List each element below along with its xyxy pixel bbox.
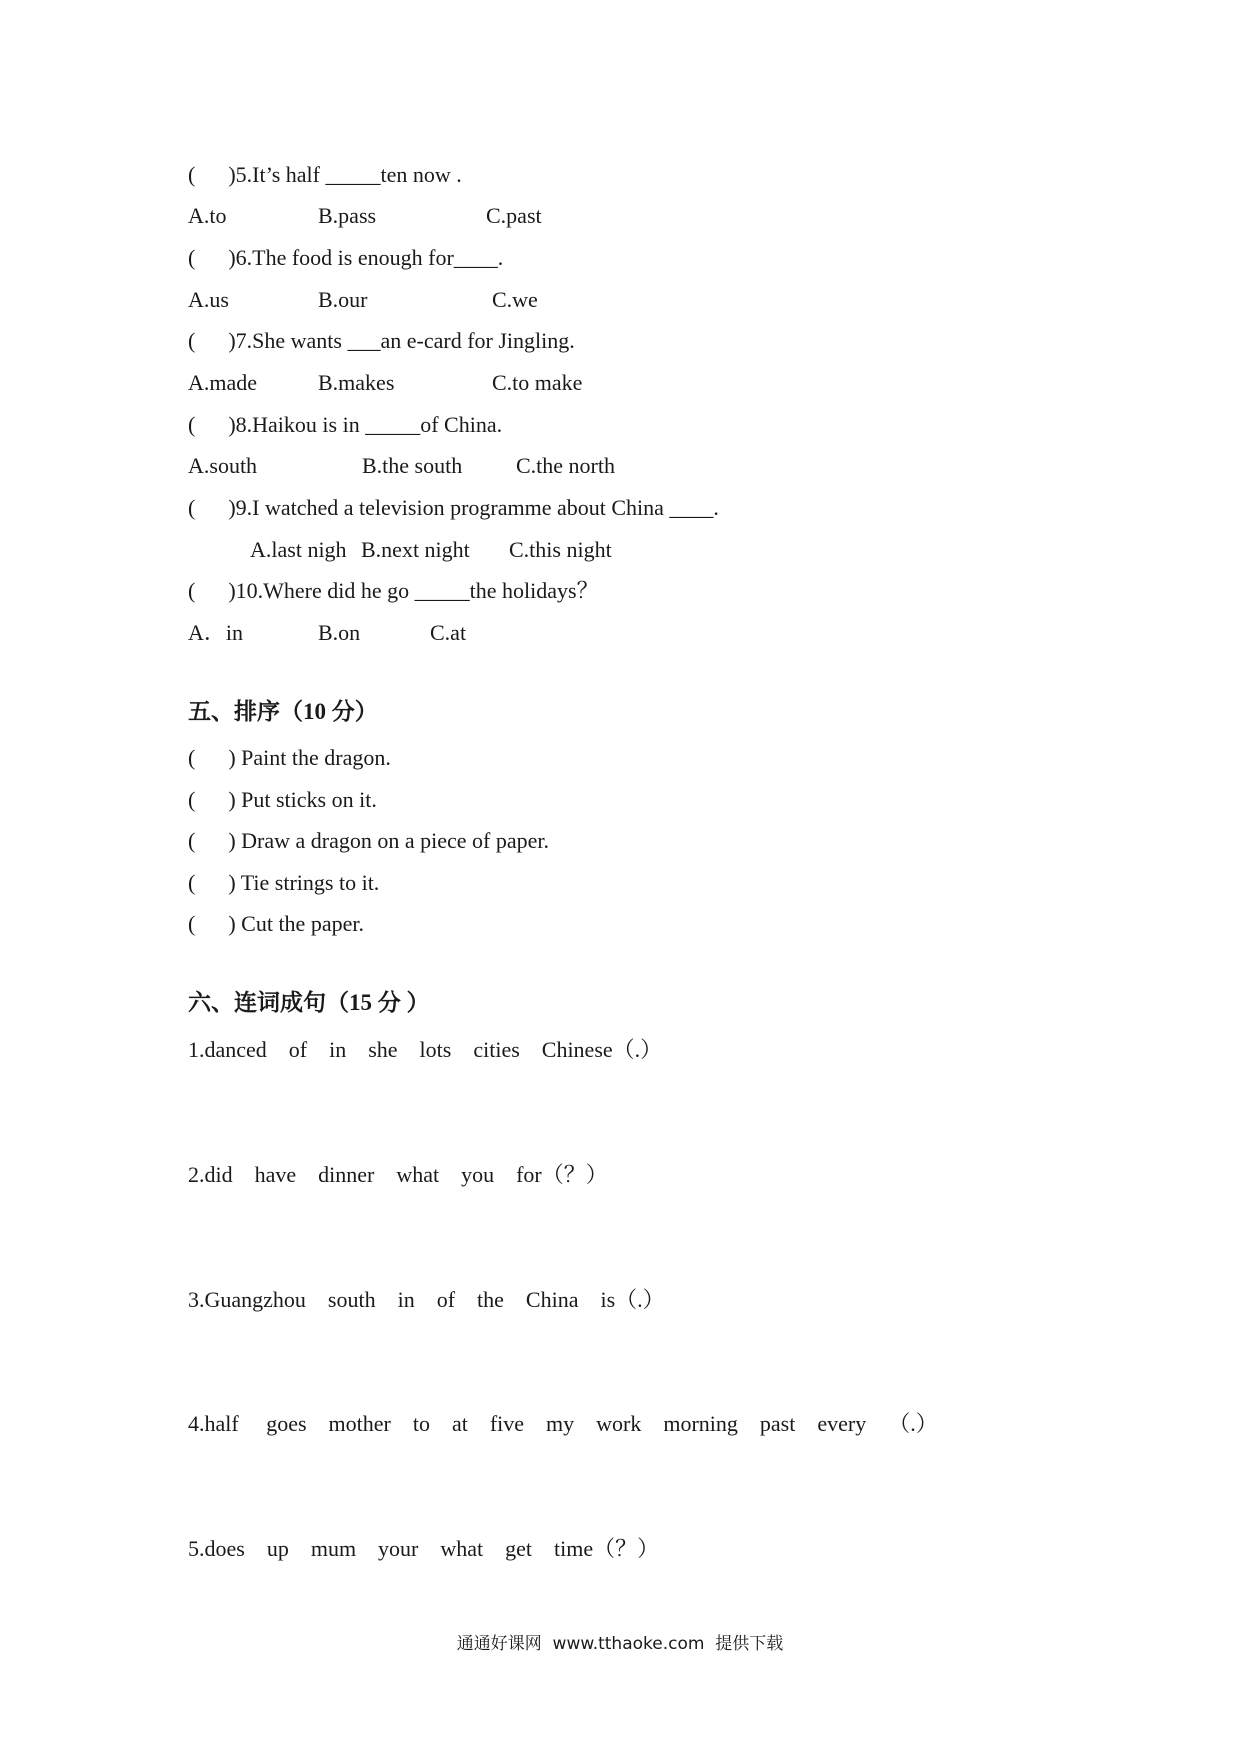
question-6-option-a: A.us (188, 287, 229, 312)
ordering-item: ( ) Tie strings to it. (188, 870, 380, 895)
word-order-item: 1.danced of in she lots cities Chinese（.） (188, 1037, 663, 1062)
ordering-item: ( ) Paint the dragon. (188, 745, 391, 770)
question-9-option-b: B.next night (361, 537, 470, 562)
question-10-option-a: A．in (188, 620, 244, 645)
word-order-item: 3.Guangzhou south in of the China is（.） (188, 1287, 665, 1312)
question-10-stem: ( )10.Where did he go _____the holidays？ (188, 578, 599, 603)
question-7-option-a: A.made (188, 370, 258, 395)
word-order-item: 4.half goes mother to at five my work morning past every （.） (188, 1411, 938, 1436)
page-footer: 通通好课网 www.tthaoke.com 提供下载 (456, 1634, 784, 1654)
question-7-option-b: B.makes (318, 370, 395, 395)
ordering-item: ( ) Cut the paper. (188, 911, 364, 936)
question-5-option-a: A.to (188, 203, 227, 228)
ordering-item: ( ) Put sticks on it. (188, 787, 377, 812)
question-9-option-a: A.last nigh (250, 537, 347, 562)
question-6-option-c: C.we (492, 287, 538, 312)
section-6-heading: 六、连词成句（15 分 ） (188, 990, 430, 1015)
question-5-stem: ( )5.It’s half _____ten now . (188, 162, 462, 187)
word-order-item: 5.does up mum your what get time（？） (188, 1536, 660, 1561)
question-8-stem: ( )8.Haikou is in _____of China. (188, 412, 503, 437)
section-5-heading: 五、排序（10 分） (188, 699, 378, 724)
question-7-stem: ( )7.She wants ___an e-card for Jingling. (188, 328, 575, 353)
word-order-item: 2.did have dinner what you for（？） (188, 1162, 608, 1187)
question-8-option-c: C.the north (516, 453, 615, 478)
question-8-option-b: B.the south (362, 453, 463, 478)
question-8-option-a: A.south (188, 453, 258, 478)
question-6-stem: ( )6.The food is enough for____. (188, 245, 504, 270)
question-9-option-c: C.this night (509, 537, 612, 562)
question-5-option-c: C.past (486, 203, 542, 228)
question-6-option-b: B.our (318, 287, 368, 312)
question-5-option-b: B.pass (318, 203, 377, 228)
question-10-option-c: C.at (430, 620, 467, 645)
question-7-option-c: C.to make (492, 370, 583, 395)
ordering-item: ( ) Draw a dragon on a piece of paper. (188, 828, 550, 853)
question-10-option-b: B.on (318, 620, 361, 645)
question-9-stem: ( )9.I watched a television programme about China ____. (188, 495, 719, 520)
